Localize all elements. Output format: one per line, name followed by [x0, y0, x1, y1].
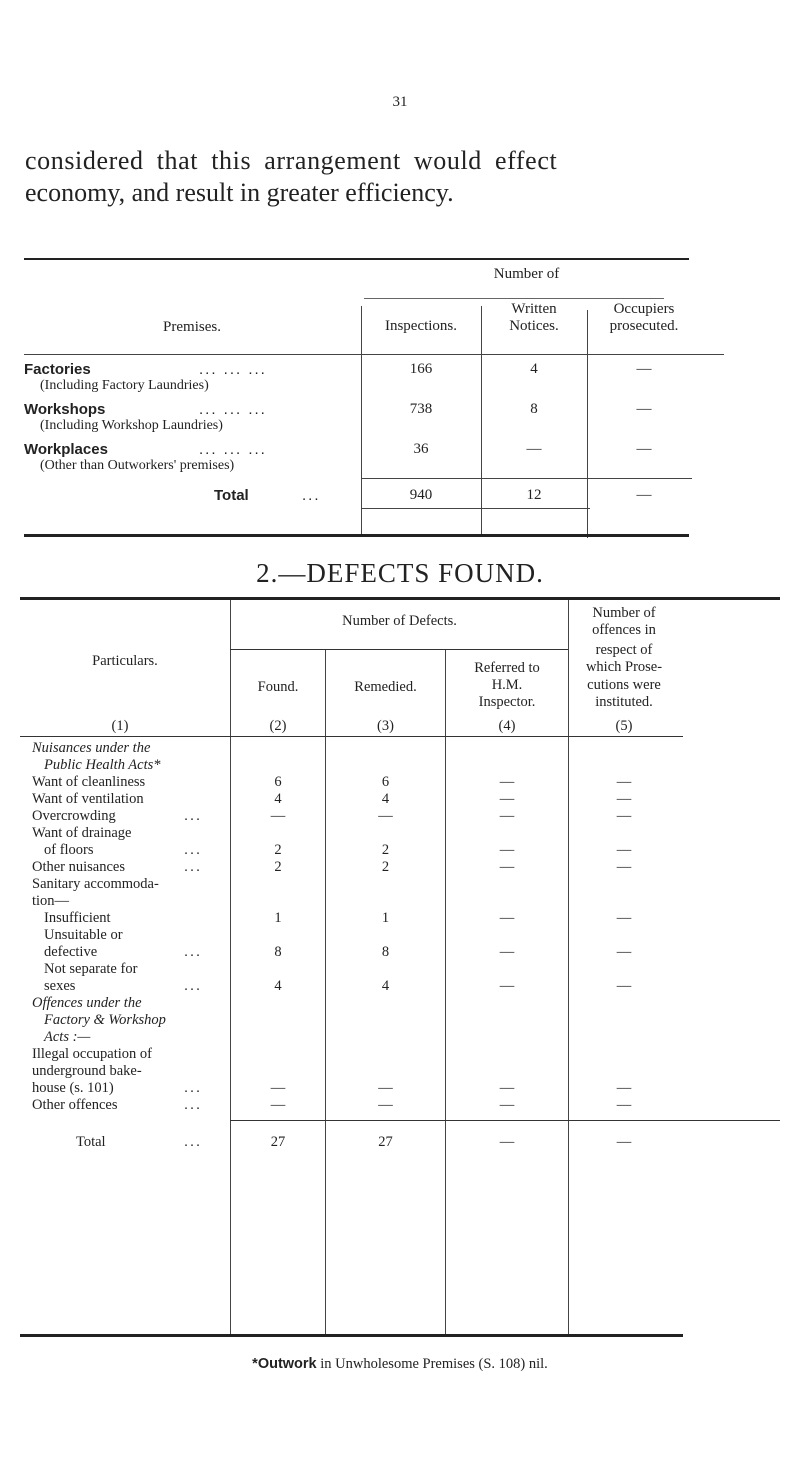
remedied-cell: 1 [381, 910, 390, 926]
offences-header-6: instituted. [595, 694, 653, 710]
prosecuted-cell: — [636, 361, 652, 377]
written-notices-header-1: Written [511, 301, 557, 317]
table-bottom-rule [20, 1334, 683, 1337]
particular-label: Unsuitable or [44, 927, 123, 943]
header-rule [24, 354, 724, 355]
premises-cell: Factories [24, 361, 91, 378]
section-heading: Public Health Acts* [44, 757, 161, 773]
found-cell: — [270, 808, 286, 824]
found-cell: 2 [274, 859, 282, 875]
section-heading: Factory & Workshop [44, 1012, 166, 1028]
total-prosecuted: — [636, 487, 652, 503]
offences-header-4: which Prose- [585, 659, 663, 675]
leader-dots: ... [184, 859, 203, 875]
total-notices: 12 [526, 487, 542, 503]
leader-dots: ... ... ... [199, 401, 267, 418]
leader-dots: ... [184, 1134, 203, 1150]
column-number: (1) [111, 718, 129, 734]
page-number: 31 [392, 94, 408, 110]
remedied-header: Remedied. [354, 679, 417, 695]
found-cell: 4 [274, 978, 282, 994]
particular-label: defective [44, 944, 98, 960]
written-notices-header-2: Notices. [509, 318, 559, 334]
premises-cell: Workplaces [24, 441, 108, 458]
group-rule [230, 649, 568, 650]
particular-label: Other offences [32, 1097, 118, 1113]
table-bottom-rule [24, 534, 689, 537]
header-rule [20, 736, 683, 737]
offences-header-1: Number of [592, 605, 656, 621]
premises-header: Premises. [163, 319, 221, 335]
number-of-header: Number of [493, 266, 560, 282]
footnote [0, 1356, 800, 1373]
referred-cell: — [499, 910, 515, 926]
referred-cell: — [499, 1080, 515, 1096]
intro-line-1: considered that this arrangement would effect [25, 146, 558, 175]
total-found: 27 [270, 1134, 286, 1150]
leader-dots: ... ... ... [199, 361, 267, 378]
total-label: Total [214, 487, 249, 504]
inspections-table [24, 258, 724, 538]
prosecuted-cell: — [636, 441, 652, 457]
found-header: Found. [257, 679, 299, 695]
prosecutions-cell: — [616, 910, 632, 926]
referred-cell: — [499, 808, 515, 824]
footnote-mark: *Outwork [252, 1356, 317, 1372]
intro-line-2: economy, and result in greater efficiency. [25, 178, 454, 207]
particular-label: Want of ventilation [32, 791, 144, 807]
particular-label: underground bake- [32, 1063, 142, 1079]
found-cell: 8 [274, 944, 282, 960]
notices-cell: — [526, 441, 542, 457]
found-cell: 2 [274, 842, 282, 858]
prosecutions-cell: — [616, 842, 632, 858]
leader-dots: ... [184, 944, 203, 960]
remedied-cell: — [378, 808, 393, 824]
referred-cell: — [499, 859, 515, 875]
table-top-rule [24, 258, 689, 260]
section-label: Sanitary accommoda- [32, 876, 159, 892]
particular-label: Illegal occupation of [32, 1046, 152, 1062]
leader-dots: ... [184, 1097, 203, 1113]
remedied-cell: 8 [381, 944, 390, 960]
column-number: (4) [498, 718, 516, 734]
referred-cell: — [499, 978, 515, 994]
remedied-cell: 4 [381, 978, 390, 994]
total-rule [230, 1120, 780, 1121]
remedied-cell: 4 [381, 791, 390, 807]
column-number: (2) [269, 718, 287, 734]
occupiers-header-2: prosecuted. [609, 318, 679, 334]
premises-note: (Including Factory Laundries) [40, 378, 209, 393]
column-number: (5) [615, 718, 633, 734]
referred-header-1: Referred to [474, 660, 540, 676]
referred-header-2: H.M. [491, 677, 523, 693]
found-cell: 6 [274, 774, 282, 790]
section-heading: Nuisances under the [32, 740, 151, 756]
particular-label: Want of cleanliness [32, 774, 146, 790]
remedied-cell: 6 [381, 774, 390, 790]
prosecuted-cell: — [636, 401, 652, 417]
leader-dots: ... ... ... [199, 441, 267, 458]
remedied-cell: 2 [381, 859, 390, 875]
premises-note: (Other than Outworkers' premises) [40, 458, 235, 473]
particular-label: Not separate for [44, 961, 138, 977]
notices-cell: 4 [530, 361, 538, 377]
particular-label: sexes [44, 978, 76, 994]
total-remedied: 27 [378, 1134, 393, 1150]
prosecutions-cell: — [616, 808, 632, 824]
particular-label: Other nuisances [32, 859, 126, 875]
referred-cell: — [499, 791, 515, 807]
group-rule [364, 298, 664, 299]
prosecutions-cell: — [616, 1097, 632, 1113]
particular-label: of floors [44, 842, 94, 858]
found-cell: 1 [274, 910, 282, 926]
total-prosecutions: — [616, 1134, 632, 1150]
notices-cell: 8 [530, 401, 538, 417]
defects-table [20, 597, 780, 1457]
prosecutions-cell: — [616, 774, 632, 790]
prosecutions-cell: — [616, 791, 632, 807]
prosecutions-cell: — [616, 944, 632, 960]
leader-dots: ... [184, 842, 203, 858]
premises-note: (Including Workshop Laundries) [40, 418, 223, 433]
found-cell: 4 [274, 791, 282, 807]
inspections-header: Inspections. [384, 318, 458, 334]
remedied-cell: — [378, 1097, 393, 1113]
section-heading: Acts :— [44, 1029, 91, 1045]
referred-cell: — [499, 944, 515, 960]
remedied-cell: 2 [381, 842, 390, 858]
leader-dots: ... [184, 1080, 203, 1096]
found-cell: — [270, 1097, 286, 1113]
referred-cell: — [499, 774, 515, 790]
section-heading: Offences under the [32, 995, 142, 1011]
offences-header-3: respect of [595, 642, 653, 658]
defects-heading: 2.—DEFECTS FOUND. [256, 558, 544, 588]
prosecutions-cell: — [616, 859, 632, 875]
particular-label: Want of drainage [32, 825, 132, 841]
found-cell: — [270, 1080, 286, 1096]
inspections-cell: 738 [409, 401, 433, 417]
prosecutions-cell: — [616, 978, 632, 994]
particular-label: Insufficient [44, 910, 111, 926]
total-label: Total [76, 1134, 106, 1150]
column-divider [230, 600, 231, 1334]
intro-paragraph [25, 145, 785, 209]
total-referred: — [499, 1134, 515, 1150]
footnote-text: in Unwholesome Premises (S. 108) nil. [320, 1356, 548, 1372]
referred-cell: — [499, 842, 515, 858]
remedied-cell: — [378, 1080, 393, 1096]
leader-dots: ... [302, 487, 321, 504]
total-inspections: 940 [409, 487, 433, 503]
prosecutions-cell: — [616, 1080, 632, 1096]
offences-header-5: cutions were [587, 677, 661, 693]
total-bottom-rule [362, 508, 590, 509]
number-of-defects-header: Number of Defects. [342, 613, 457, 629]
occupiers-header-1: Occupiers [613, 301, 675, 317]
total-rule [362, 478, 692, 479]
particular-label: house (s. 101) [32, 1080, 114, 1096]
offences-header-2: offences in [592, 622, 656, 638]
premises-cell: Workshops [24, 401, 106, 418]
column-number: (3) [377, 718, 394, 734]
referred-header-3: Inspector. [478, 694, 536, 710]
section-label: tion— [32, 893, 70, 909]
referred-cell: — [499, 1097, 515, 1113]
table-top-rule [20, 597, 780, 600]
particular-label: Overcrowding [32, 808, 116, 824]
leader-dots: ... [184, 808, 203, 824]
leader-dots: ... [184, 978, 203, 994]
inspections-cell: 166 [409, 361, 433, 377]
particulars-header: Particulars. [92, 653, 158, 669]
inspections-cell: 36 [413, 441, 429, 457]
